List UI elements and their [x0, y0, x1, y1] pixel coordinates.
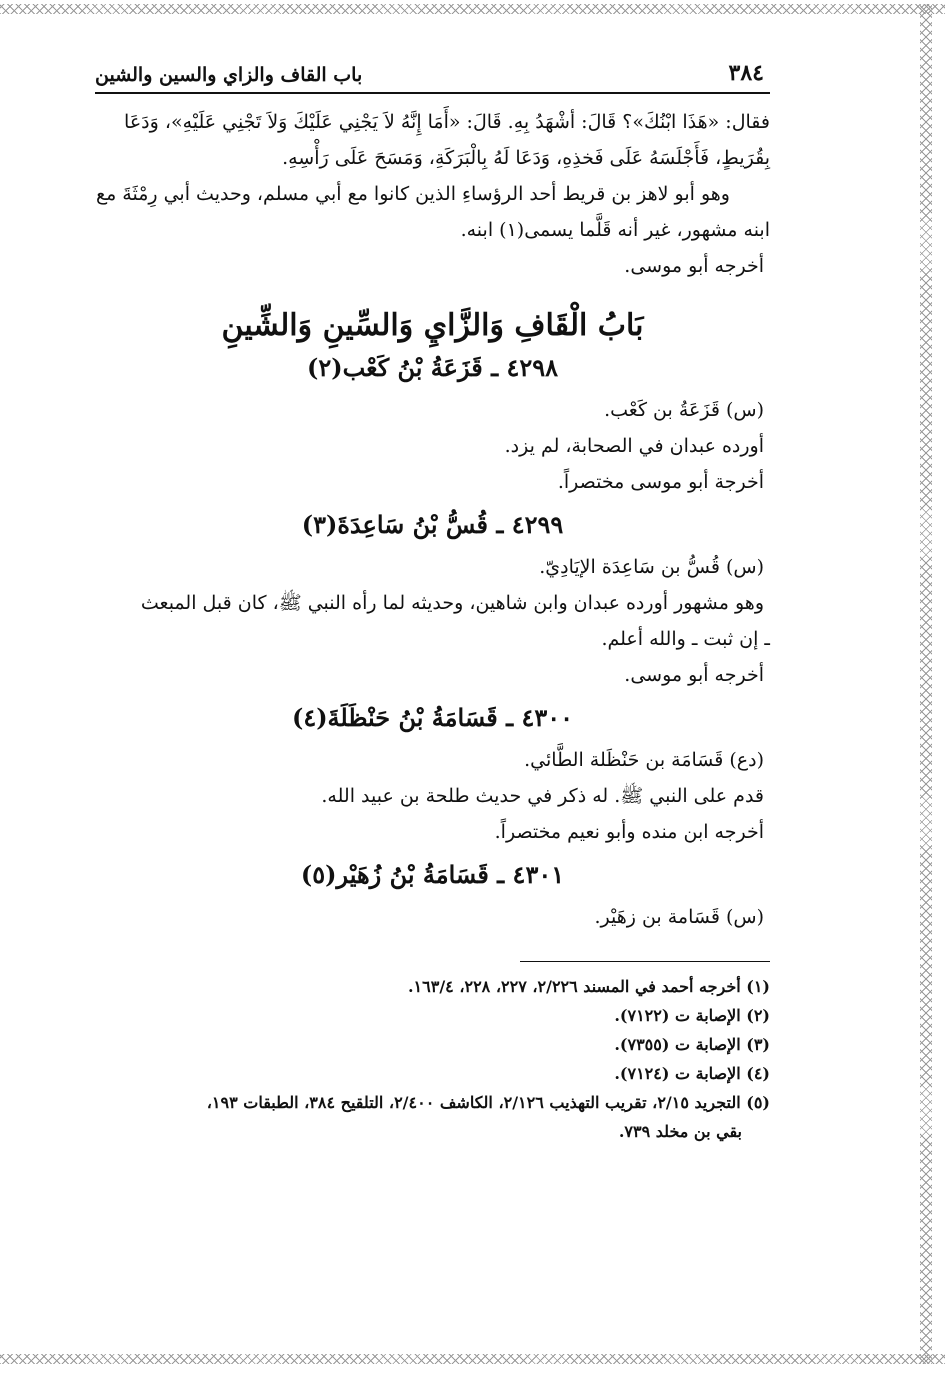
entry-line: (س) قَسَامة بن زهَيْر.: [594, 906, 764, 928]
entry: [95, 353, 770, 500]
entry-line: (س) قُسُّ بن سَاعِدَة الإيَادِيّ.: [539, 556, 764, 578]
entry-line: (س) قَزَعَةُ بن كَعْب.: [604, 399, 764, 421]
entry-title: ٤٣٠١ ـ قَسَامَةُ بْنُ زُهَيْر(٥): [300, 860, 565, 889]
page-number: ٣٨٤: [728, 60, 764, 86]
decorative-border-right: [920, 4, 932, 1364]
intro-line: أخرجه أبو موسى.: [624, 255, 764, 277]
footnote-rule: [520, 961, 770, 962]
running-head-title: باب القاف والزاي والسين والشين: [95, 64, 363, 86]
decorative-border-top: [0, 4, 945, 14]
footnote: بقي بن مخلد ٧٣٩.: [618, 1122, 742, 1141]
entry-line: وهو مشهور أورده عبدان وابن شاهين، وحديثه لما رأه النبي ﷺ، كان قبل المبعث: [140, 592, 764, 614]
intro-line: بِقُرَيطٍ، فَأَجْلَسَهُ عَلَى فَخذِهِ، وَدَعَا لَهُ بِالْبَرَكَةِ، وَمَسَحَ عَلَى رَأْسِهِ.: [282, 147, 770, 169]
intro-line: وهو أبو لاهز بن قريط أحد الرؤساءِ الذين كانوا مع أبي مسلم، وحديث أبي رِمْثَةَ مع: [95, 183, 730, 205]
entry-line: أخرجة أبو موسى مختصراً.: [557, 471, 764, 493]
entry: [95, 860, 770, 935]
footnotes: [95, 972, 770, 1146]
entry-line: (دع) قَسَامَة بن حَنْظَلة الطَّائي.: [524, 749, 764, 771]
entry-title: ٤٢٩٩ ـ قُسُّ بْنُ سَاعِدَةَ(٣): [301, 510, 564, 539]
intro-line: ابنه مشهور، غير أنه قَلَّما يسمى(١) ابنه.: [460, 219, 770, 241]
entry-line: قدم على النبي ﷺ. له ذكر في حديث طلحة بن عبيد الله.: [321, 785, 764, 807]
footnote: (١) أخرجه أحمد في المسند ٢/٢٢٦، ٢٢٧، ٢٢٨، ١٦٣/٤.: [407, 977, 770, 996]
chapter-title: بَابُ الْقَافِ وَالزَّايِ وَالسِّينِ وَالشِّينِ: [221, 308, 644, 343]
entry-line: أخرجه ابن منده وأبو نعيم مختصراً.: [494, 821, 764, 843]
footnote: (٣) الإصابة ت (٧٣٥٥).: [614, 1035, 770, 1054]
book-page: [95, 60, 770, 1146]
entry-title: ٤٣٠٠ ـ قَسَامَةُ بْنُ حَنْظَلَةَ(٤): [291, 703, 574, 732]
decorative-border-bottom: [0, 1354, 945, 1364]
entry-title: ٤٢٩٨ ـ قَزَعَةُ بْنُ كَعْب(٢): [306, 353, 559, 382]
footnote: (٢) الإصابة ت (٧١٢٢).: [614, 1006, 770, 1025]
intro-text: [95, 104, 770, 284]
entry: [95, 510, 770, 693]
footnote: (٤) الإصابة ت (٧١٢٤).: [614, 1064, 770, 1083]
footnote: (٥) التجريد ٢/١٥، تقريب التهذيب ٢/١٢٦، الكاشف ٢/٤٠٠، التلقيح ٣٨٤، الطبقات ١٩٣،: [206, 1093, 770, 1112]
intro-line: فقال: «هَذَا ابْنُكَ»؟ قَالَ: أشْهَدُ بِهِ. قَالَ: «أَمَا إِنَّهُ لاَ يَجْنِي عَلَيْكَ وَلاَ تَجْنِي عَلَيْهِ»، وَدَعَا: [124, 111, 770, 133]
entry: [95, 703, 770, 850]
running-head: [95, 60, 770, 94]
entry-line: أخرجه أبو موسى.: [624, 664, 764, 686]
entry-line: ـ إن ثبت ـ والله أعلم.: [601, 628, 770, 650]
entry-line: أورده عبدان في الصحابة، لم يزد.: [504, 435, 764, 457]
